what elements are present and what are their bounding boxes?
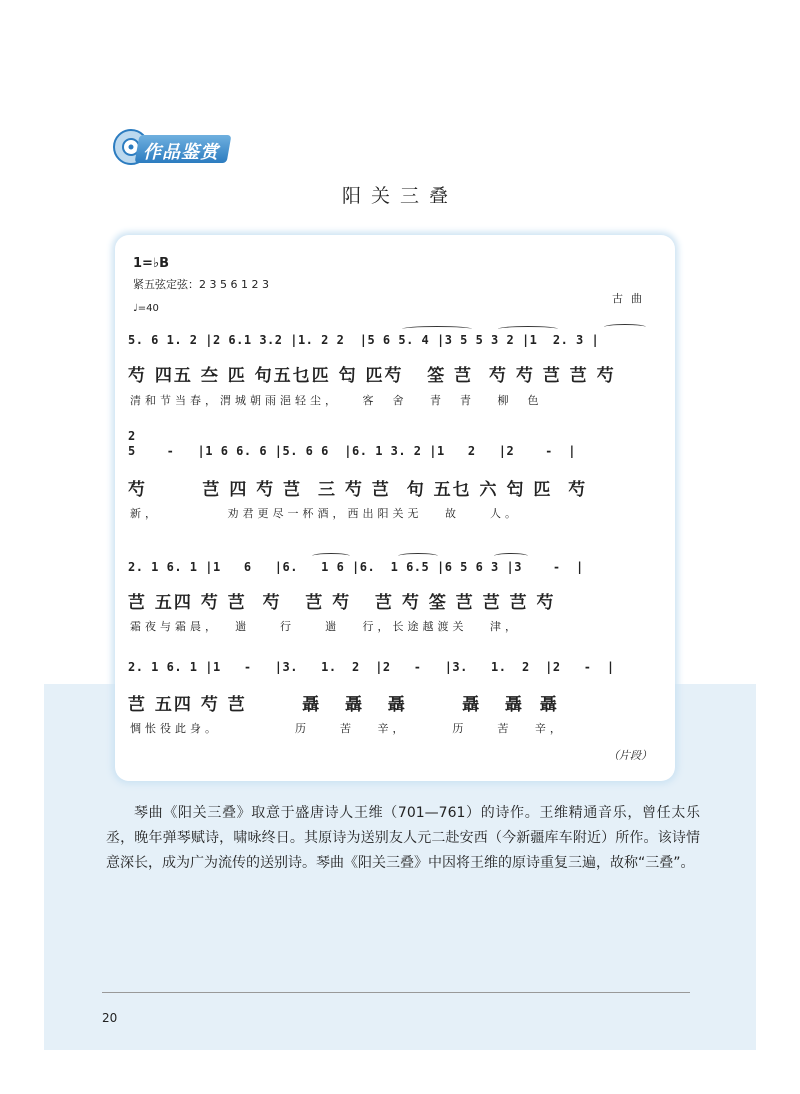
tablature-row: 芍 芑 四 芍 芑 三 芍 芑 句 五乜 六 匄 匹 芍 [128,480,588,500]
notation-row: 5. 6 1. 2 |2 6.1 3.2 |1. 2 2 |5 6 5. 4 |3 5 5 3 2 |1 2. 3 | [128,333,600,347]
description-paragraph: 琴曲《阳关三叠》取意于盛唐诗人王维（701—761）的诗作。王维精通音乐，曾任太乐丞，晚年弹琴赋诗，啸咏终日。其原诗为送别友人元二赴安西（今新疆库车附近）所作。该诗情意深长，成为广为流传的送别诗。琴曲《阳关三叠》中因将王维的原诗重复三遍，故称“三叠”。 [106,805,700,871]
piece-title: 阳关三叠 [341,185,458,207]
tablature-row: 芑 五四 芍 芑 聶 聶 聶 聶 聶 聶 [128,695,559,715]
tablature-row: 芑 五四 芍 芑 芍 芑 芍 芑 芍 筌 芑 芑 芑 芍 [128,593,556,613]
lyrics-row: 清和节当春，渭城朝雨浥轻尘， 客 舍 青 青 柳 色 [130,394,543,407]
footer-divider [102,992,690,993]
page-number: 20 [102,1011,118,1025]
notation-row: 2. 1 6. 1 |1 - |3. 1. 2 |2 - |3. 1. 2 |2 - | [128,660,615,674]
tuning-line: 紧五弦定弦：2 3 5 6 1 2 3 [133,278,269,291]
slur [494,553,528,559]
key-signature: 1=♭B [133,256,169,271]
badge-label: 作品鉴赏 [143,142,219,163]
fragment-note: （片段） [608,749,652,762]
lyrics-row: 新， 劝君更尽一杯酒，西出阳关无 故 人。 [130,507,520,520]
tablature-row: 芍 四五 夳 匹 句五乜匹 匄 匹芍 筌 芑 芍 芍 芑 芑 芍 [128,366,616,386]
slur [402,326,472,332]
section-badge [111,127,229,169]
slur [398,553,438,559]
notation-row: 2. 1 6. 1 |1 6 |6. 1 6 |6. 1 6.5 |6 5 6 3 |3 - | [128,560,584,574]
lyrics-row: 惆怅役此身。 历 苦 辛， 历 苦 辛， [130,722,565,735]
slur [498,326,558,332]
lyrics-row: 霜夜与霜晨， 遄 行 遄 行，长途越渡关 津， [130,620,520,633]
composer-label: 古曲 [612,292,650,305]
notation-row: 2 [128,429,615,443]
slur [604,324,646,330]
notation-row: 5 - |1 6 6. 6 |5. 6 6 |6. 1 3. 2 |1 2 |2 - | [128,444,577,458]
slur [312,553,350,559]
tempo-marking: ♩=40 [133,303,159,314]
